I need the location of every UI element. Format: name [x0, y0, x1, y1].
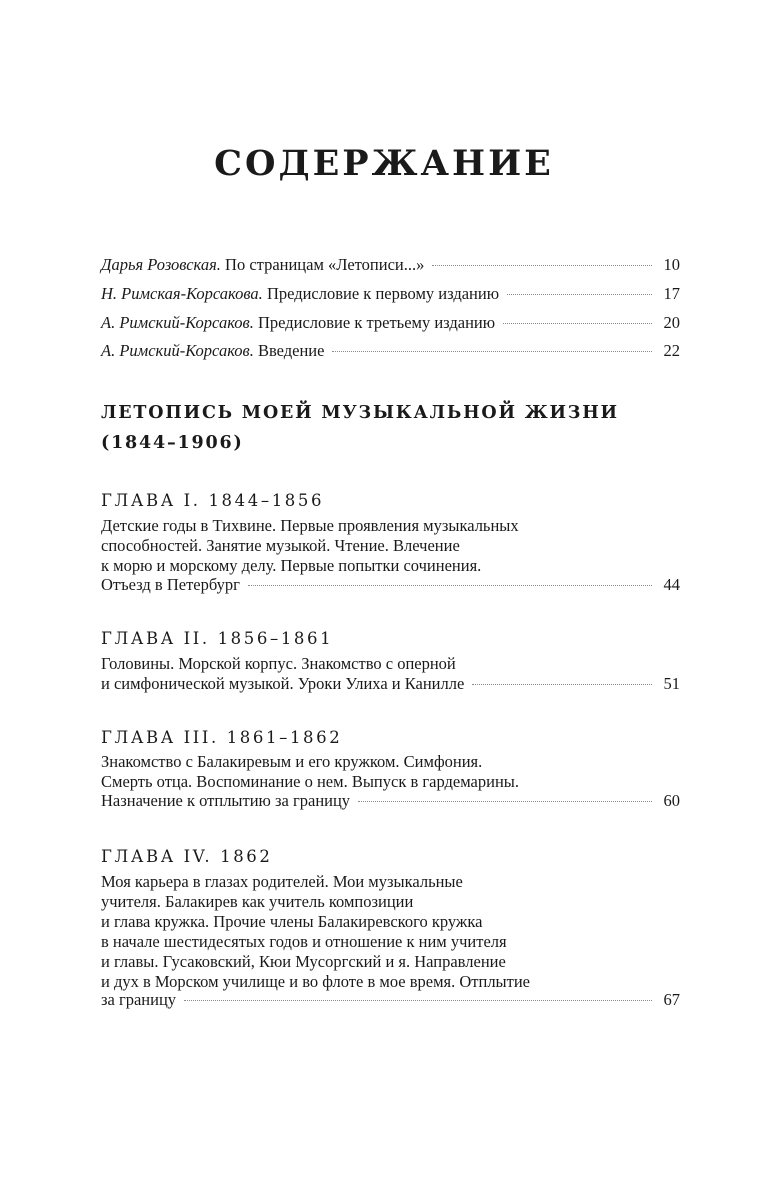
chapter-heading: ГЛАВА III. 1861–1862	[101, 728, 343, 747]
part-heading-line-2: (1844–1906)	[101, 433, 244, 453]
entry-author: Н. Римская-Корсакова.	[101, 284, 263, 303]
entry-title: Введение	[257, 341, 325, 360]
chapter-description-line: к морю и морскому делу. Первые попытки сочинения.	[101, 556, 482, 575]
dot-leader	[507, 294, 652, 295]
chapter-last-line: и симфонической музыкой. Уроки Улиха и Канилле	[101, 674, 465, 693]
entry-page-number: 17	[663, 284, 680, 303]
chapter-description-line: Детские годы в Тихвине. Первые проявления музыкальных	[101, 516, 519, 535]
dot-leader	[332, 351, 652, 352]
entry-page-number: 67	[663, 990, 680, 1009]
chapter-description-line: Моя карьера в глазах родителей. Мои музыкальные	[101, 872, 463, 891]
toc-entry-front-2[interactable]	[101, 283, 680, 305]
chapter-last-line: Отъезд в Петербург	[101, 575, 240, 594]
chapter-description-line: и главы. Гусаковский, Кюи Мусоргский и я. Направление	[101, 952, 506, 971]
dot-leader	[248, 585, 652, 586]
dot-leader	[472, 684, 652, 685]
entry-page-number: 10	[663, 255, 680, 274]
dot-leader	[184, 1000, 652, 1001]
chapter-last-line: за границу	[101, 990, 177, 1009]
entry-author: Дарья Розовская.	[101, 255, 221, 274]
entry-author: А. Римский-Корсаков.	[101, 313, 254, 332]
dot-leader	[432, 265, 652, 266]
entry-page-number: 20	[663, 313, 680, 332]
entry-page-number: 22	[663, 341, 680, 360]
dot-leader	[358, 801, 652, 802]
toc-entry-front-3[interactable]	[101, 312, 680, 334]
chapter-last-line: Назначение к отплытию за границу	[101, 791, 351, 810]
entry-page-number: 51	[663, 674, 680, 693]
entry-title: Предисловие к первому изданию	[266, 284, 500, 303]
entry-title: По страницам «Летописи...»	[225, 255, 425, 274]
part-heading-line-1: ЛЕТОПИСЬ МОЕЙ МУЗЫКАЛЬНОЙ ЖИЗНИ	[101, 403, 619, 423]
toc-entry-front-4[interactable]	[101, 340, 680, 362]
chapter-heading: ГЛАВА I. 1844–1856	[101, 491, 325, 510]
chapter-heading: ГЛАВА II. 1856–1861	[101, 629, 334, 648]
entry-page-number: 60	[663, 791, 680, 810]
chapter-description-line: в начале шестидесятых годов и отношение к ним учителя	[101, 932, 507, 951]
chapter-description-line: Смерть отца. Воспоминание о нем. Выпуск в гардемарины.	[101, 772, 519, 791]
chapter-description-line: и дух в Морском училище и во флоте в мое время. Отплытие	[101, 972, 531, 991]
toc-entry-front-1[interactable]	[101, 254, 680, 276]
chapter-description-line: и глава кружка. Прочие члены Балакиревского кружка	[101, 912, 483, 931]
entry-title: Предисловие к третьему изданию	[257, 313, 496, 332]
chapter-description-line: Головины. Морской корпус. Знакомство с оперной	[101, 654, 456, 673]
chapter-description-line: способностей. Занятие музыкой. Чтение. Влечение	[101, 536, 460, 555]
toc-entry-chapter-2[interactable]	[101, 673, 680, 695]
chapter-description-line: Знакомство с Балакиревым и его кружком. Симфония.	[101, 752, 483, 771]
chapter-heading: ГЛАВА IV. 1862	[101, 847, 273, 866]
entry-author: А. Римский-Корсаков.	[101, 341, 254, 360]
toc-entry-chapter-1[interactable]	[101, 574, 680, 596]
entry-page-number: 44	[663, 575, 680, 594]
dot-leader	[503, 323, 652, 324]
toc-entry-chapter-4[interactable]	[101, 989, 680, 1011]
toc-entry-chapter-3[interactable]	[101, 790, 680, 812]
page-title: СОДЕРЖАНИЕ	[214, 143, 554, 184]
chapter-description-line: учителя. Балакирев как учитель композиции	[101, 892, 414, 911]
